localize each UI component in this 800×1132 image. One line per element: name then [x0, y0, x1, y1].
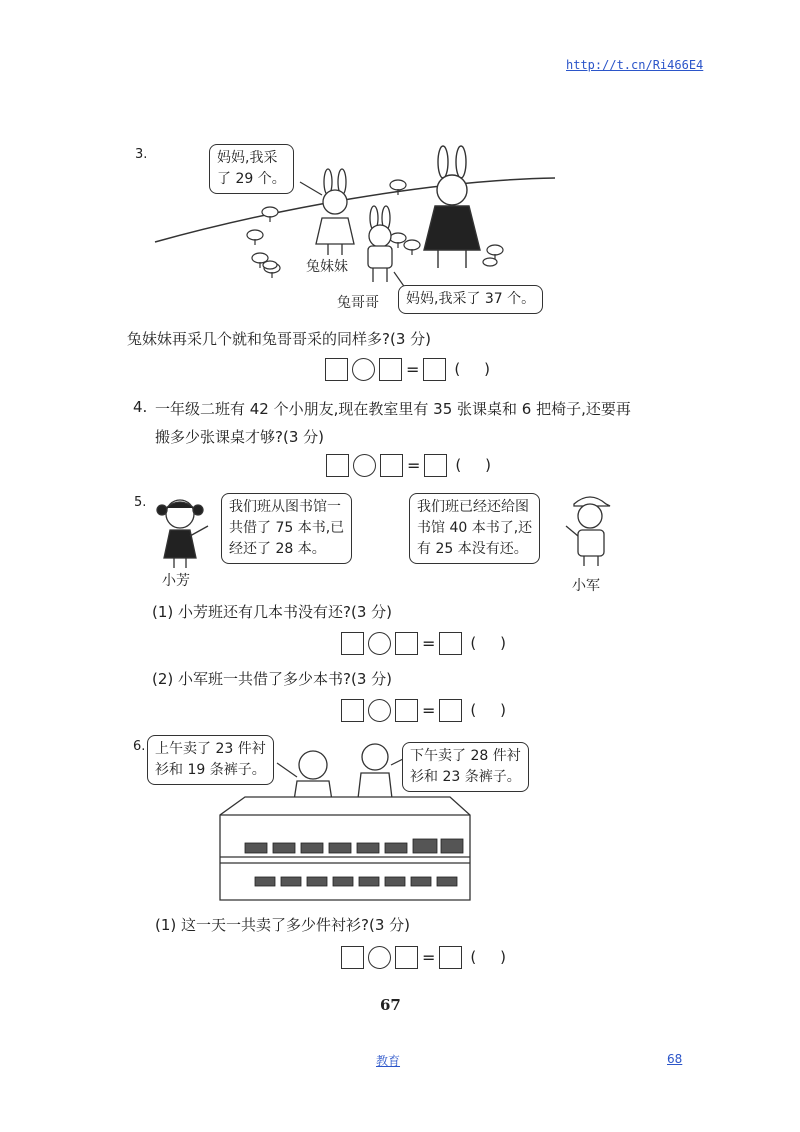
answer-box[interactable]	[439, 632, 462, 655]
unit-paren: ( )	[455, 456, 491, 474]
q6-sub1: (1) 这一天一共卖了多少件衬衫?(3 分)	[155, 916, 410, 934]
q3-bubble-sister: 妈妈,我采 了 29 个。	[209, 144, 294, 194]
operator-circle[interactable]	[368, 699, 391, 722]
q4-number: 4.	[133, 398, 148, 416]
rabbit-sister-icon	[316, 169, 354, 255]
equals-sign: =	[422, 947, 436, 967]
q3-question: 兔妹妹再采几个就和兔哥哥采的同样多?(3 分)	[127, 330, 431, 348]
q5-name-left: 小芳	[162, 573, 190, 589]
equals-sign: =	[407, 455, 421, 475]
q4-line2: 搬多少张课桌才够?(3 分)	[155, 428, 324, 446]
q5-equation-1	[341, 630, 506, 656]
q3-equation	[325, 356, 490, 382]
answer-box[interactable]	[326, 454, 349, 477]
q6-equation-1	[341, 944, 506, 970]
page-number: 67	[380, 996, 401, 1014]
rabbit-mother-icon	[424, 146, 480, 268]
answer-box[interactable]	[439, 946, 462, 969]
footer-right-link[interactable]: 68	[667, 1052, 683, 1066]
operator-circle[interactable]	[353, 454, 376, 477]
q3-label-sister: 兔妹妹	[306, 259, 348, 275]
q4-equation	[326, 452, 491, 478]
header-link[interactable]: http://t.cn/Ri466E4	[566, 58, 704, 72]
q4-line1: 一年级二班有 42 个小朋友,现在教室里有 35 张课桌和 6 把椅子,还要再	[155, 400, 631, 418]
q5-equation-2	[341, 697, 506, 723]
unit-paren: ( )	[470, 948, 506, 966]
q6-bubble-right: 下午卖了 28 件衬 衫和 23 条裤子。	[402, 742, 529, 792]
boy-xiaojun-icon	[560, 490, 620, 570]
rabbit-brother-icon	[368, 206, 392, 282]
q3-number: 3.	[135, 147, 148, 162]
q6-number: 6.	[133, 739, 146, 754]
answer-box[interactable]	[395, 946, 418, 969]
answer-box[interactable]	[395, 632, 418, 655]
operator-circle[interactable]	[352, 358, 375, 381]
girl-xiaofang-icon	[150, 492, 220, 572]
q3-bubble-brother: 妈妈,我采了 37 个。	[398, 285, 543, 314]
q5-number: 5.	[134, 495, 147, 510]
q5-sub2: (2) 小军班一共借了多少本书?(3 分)	[152, 670, 392, 688]
q5-sub1: (1) 小芳班还有几本书没有还?(3 分)	[152, 603, 392, 621]
equals-sign: =	[422, 633, 436, 653]
unit-paren: ( )	[454, 360, 490, 378]
q3-label-brother: 兔哥哥	[337, 295, 379, 311]
unit-paren: ( )	[470, 701, 506, 719]
q5-bubble-right: 我们班已经还给图 书馆 40 本书了,还 有 25 本没有还。	[409, 493, 540, 564]
q5-name-right: 小军	[572, 578, 600, 594]
operator-circle[interactable]	[368, 946, 391, 969]
answer-box[interactable]	[325, 358, 348, 381]
answer-box[interactable]	[424, 454, 447, 477]
equals-sign: =	[422, 700, 436, 720]
q6-bubble-left: 上午卖了 23 件衬 衫和 19 条裤子。	[147, 735, 274, 785]
footer-center-link[interactable]: 教育	[376, 1054, 401, 1068]
unit-paren: ( )	[470, 634, 506, 652]
operator-circle[interactable]	[368, 632, 391, 655]
q5-bubble-left: 我们班从图书馆一 共借了 75 本书,已 经还了 28 本。	[221, 493, 352, 564]
answer-box[interactable]	[341, 699, 364, 722]
answer-box[interactable]	[439, 699, 462, 722]
answer-box[interactable]	[423, 358, 446, 381]
answer-box[interactable]	[341, 946, 364, 969]
answer-box[interactable]	[341, 632, 364, 655]
answer-box[interactable]	[379, 358, 402, 381]
answer-box[interactable]	[380, 454, 403, 477]
equals-sign: =	[406, 359, 420, 379]
answer-box[interactable]	[395, 699, 418, 722]
